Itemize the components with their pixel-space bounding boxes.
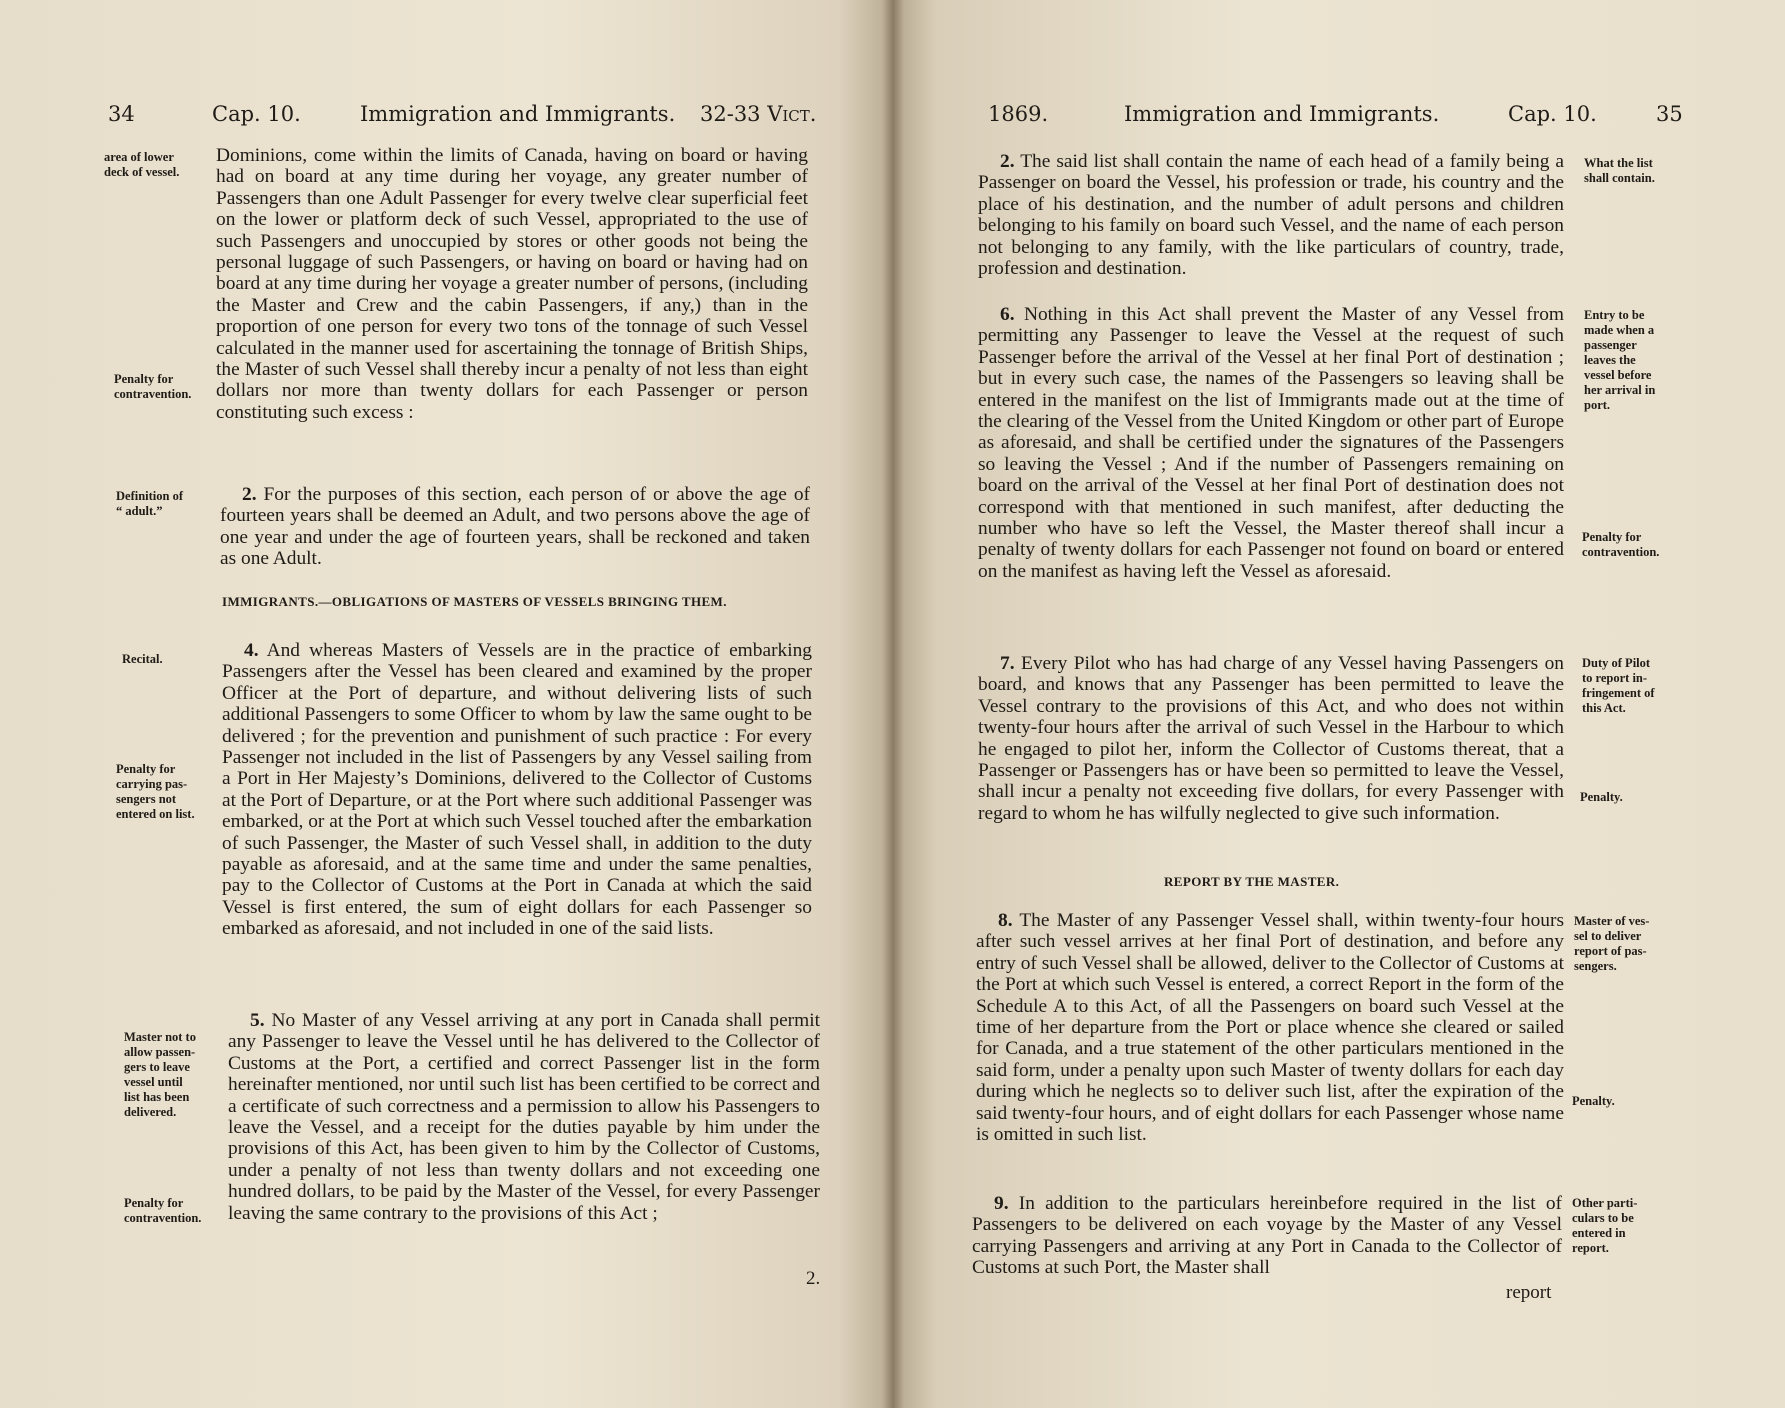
paragraph-continued: Dominions, come within the limits of Canada, having on board or having had on board at any time during her voyage, any greater number of Passengers than one Adult Passenger for every twelve clear superficial feet on the lower or platform deck of such Vessel, appropriated to the use of such Passengers and unoccupied by stores or other goods not being the personal luggage of such Passengers, or having on board or having had on board at any time during her voyage a greater number of persons, (including the Master and Crew and the cabin Passengers, if any,) than in the proportion of one person for every two tons of the tonnage of such Vessel calculated in the manner used for ascertaining the tonnage of British Ships, the Master of such Vessel shall thereby incur a penalty of not less than eight dollars nor more than twenty dollars for each Passenger or person constituting such excess :	[216, 145, 808, 423]
left-running-title: Immigration and Immigrants.	[360, 102, 676, 126]
paragraph-2-right	[978, 151, 1564, 279]
paragraph-5-text: No Master of any Vessel arriving at any port in Canada shall permit any Passenger to leave the Vessel until he has delivered to the Collector of Customs at the Port, a certified and correct Passenger list in the form hereinafter mentioned, nor until such list has been certified to be correct and a certificate of such correctness and a permission to allow his Passengers to leave the Vessel, and a receipt for the duties payable by him under the provisions of this Act, has been given to him by the Collector of Customs, under a penalty of not less than twenty dollars and not exceeding one hundred dollars, to be paid by the Master of the Vessel, for every Passenger leaving the same contrary to the provisions of this Act ;	[228, 1010, 820, 1224]
left-catchword: 2.	[806, 1268, 821, 1289]
paragraph-6	[978, 304, 1564, 582]
margin-note-definition: Definition of “ adult.”	[116, 489, 184, 518]
margin-note-duty-pilot: Duty of Pilot to report in- fringement of this Act.	[1582, 656, 1655, 715]
paragraph-4	[222, 640, 812, 940]
paragraph-7	[978, 653, 1564, 824]
right-catchword: report	[1506, 1282, 1552, 1303]
left-page-number: 34	[108, 102, 135, 126]
paragraph-2-number: 2.	[242, 484, 257, 505]
section-heading-report: REPORT BY THE MASTER.	[1164, 874, 1340, 889]
paragraph-6-number: 6.	[1000, 304, 1015, 325]
paragraph-4-text: And whereas Masters of Vessels are in the practice of embarking Passengers after the Vessel has been cleared and examined by the proper Officer at the Port of departure, and without delivering lists of such additional Passengers to some Officer to whom by law the same ought to be delivered ; for the prevention and punishment of such practice : For every Passenger not included in the list of Passengers by any Vessel sailing from a Port in Her Majesty’s Dominions, delivered to the Collector of Customs at the Port of Departure, or at the Port where such additional Passenger was embarked, or at the Port at which such Vessel touched after the embarkation of such Passenger, the Master of such Vessel shall, in addition to the duty payable as aforesaid, and at the same time and under the same penalties, pay to the Collector of Customs at the Port in Canada at which the said Vessel is first entered, the sum of eight dollars for each Passenger so embarked as aforesaid, and not included in one of the said lists.	[222, 640, 812, 940]
paragraph-8-text: The Master of any Passenger Vessel shall, within twenty-four hours after such vessel arrives at her final Port of destination, and before any entry of such Vessel shall be allowed, deliver to the Collector of Customs at the Port at which such Vessel is entered, a correct Report in the form of the Schedule A to this Act, of all the Passengers on board such Vessel at the time of her departure from the Port or place whence she cleared or sailed for Canada, and a true statement of the other particulars mentioned in the said form, under a penalty upon such Master of twenty dollars for each day during which he neglects so to deliver such list, after the expiration of the said twenty-four hours, and of eight dollars for each Passenger whose name is omitted in such list.	[976, 910, 1564, 1146]
right-page-number: 35	[1656, 102, 1683, 126]
paragraph-9-text: In addition to the particulars hereinbefore required in the list of Passengers to be delivered on each voyage by the Master of any Vessel carrying Passengers and arriving at any Port in Canada to the Collector of Customs at such Port, the Master shall	[972, 1193, 1562, 1279]
margin-note-area: area of lower deck of vessel.	[104, 150, 180, 179]
paragraph-2-right-text: The said list shall contain the name of each head of a family being a Passenger on board the Vessel, his profession or trade, his country and the place of his destination, and the number of adult persons and children belonging to his family on board such Vessel, and the name of each person not belonging to any family, with the like particulars of country, trade, profession and destination.	[978, 151, 1564, 280]
right-chapter: Cap. 10.	[1508, 102, 1597, 126]
margin-note-master-not: Master not to allow passen- gers to leave vessel until list has been delivered.	[124, 1030, 196, 1119]
margin-note-what-list: What the list shall contain.	[1584, 156, 1655, 185]
paragraph-7-number: 7.	[1000, 653, 1015, 674]
paragraph-5-number: 5.	[250, 1010, 265, 1031]
margin-note-penalty-right-3: Penalty.	[1572, 1094, 1615, 1108]
paragraph-5	[228, 1010, 820, 1224]
left-regnal-year: 32-33 Vict.	[700, 102, 817, 126]
paragraph-9	[972, 1193, 1562, 1279]
left-chapter: Cap. 10.	[212, 102, 301, 126]
paragraph-4-number: 4.	[244, 640, 259, 661]
margin-note-penalty-right-2: Penalty.	[1580, 790, 1623, 804]
right-page	[892, 0, 1785, 1408]
margin-note-recital: Recital.	[122, 652, 163, 666]
margin-note-penalty-1: Penalty for contravention.	[114, 372, 192, 401]
margin-note-other: Other parti- culars to be entered in report.	[1572, 1196, 1638, 1255]
paragraph-9-number: 9.	[994, 1193, 1009, 1214]
paragraph-7-text: Every Pilot who has had charge of any Vessel having Passengers on board, and knows that any Passenger has been permitted to leave the Vessel contrary to the provisions of this Act, and who does not within twenty-four hours after the arrival of such Vessel in the Harbour to which he engaged to pilot her, inform the Collector of Customs thereat, that a Passenger or Passengers has or have been so permitted to leave the Vessel, shall incur a penalty not exceeding five dollars, for every Passenger with regard to whom he has wilfully neglected to give such information.	[978, 653, 1564, 824]
paragraph-6-text: Nothing in this Act shall prevent the Master of any Vessel from permitting any Passenger to leave the Vessel at the request of such Passenger before the arrival of the Vessel at her final Port of destination ; but in every such case, the names of the Passengers so leaving shall be entered in the manifest on the list of Immigrants made out at the time of the clearing of the Vessel from the United Kingdom or other part of Europe as aforesaid, and shall be certified under the signatures of the Passengers so leaving the Vessel ; And if the number of Passengers remaining on board on the arrival of the Vessel at her final Port of destination does not correspond with that mentioned in such manifest, after deducting the number who have so left the Vessel, the Master thereof shall incur a penalty of twenty dollars for each Passenger not found on board or entered on the manifest as having left the Vessel as aforesaid.	[978, 304, 1564, 582]
right-year: 1869.	[988, 102, 1049, 126]
margin-note-entry: Entry to be made when a passenger leaves the vessel before her arrival in port.	[1584, 308, 1656, 412]
margin-note-penalty-carrying: Penalty for carrying pas- sengers not entered on list.	[116, 762, 195, 821]
paragraph-2-right-number: 2.	[1000, 151, 1015, 172]
margin-note-penalty-right-1: Penalty for contravention.	[1582, 530, 1660, 559]
left-page	[0, 0, 892, 1408]
margin-note-penalty-2: Penalty for contravention.	[124, 1196, 202, 1225]
book-gutter-shadow	[882, 0, 904, 1408]
margin-note-master-report: Master of ves- sel to deliver report of pas- sengers.	[1574, 914, 1650, 973]
section-heading-immigrants: IMMIGRANTS.—OBLIGATIONS OF MASTERS OF VESSELS BRINGING THEM.	[222, 594, 727, 609]
paragraph-2	[220, 484, 810, 570]
paragraph-8-number: 8.	[998, 910, 1013, 931]
right-running-title: Immigration and Immigrants.	[1124, 102, 1440, 126]
paragraph-8	[976, 910, 1564, 1145]
paragraph-2-text: For the purposes of this section, each person of or above the age of fourteen years shall be deemed an Adult, and two persons above the age of one year and under the age of fourteen years, shall be reckoned and taken as one Adult.	[220, 484, 810, 570]
